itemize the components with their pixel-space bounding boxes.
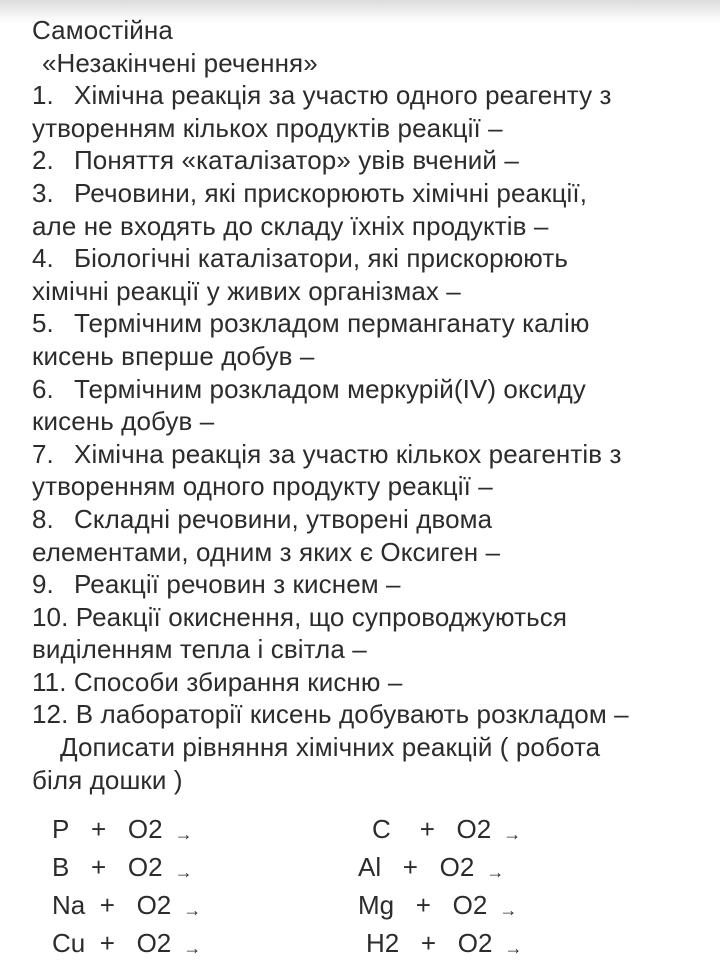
reactant: Al: [358, 852, 382, 882]
reactant: B: [52, 852, 70, 882]
item-number: 4.: [32, 243, 54, 274]
oxygen: O2: [136, 890, 172, 920]
arrow-icon: →: [183, 900, 202, 920]
item-line: Термічним розкладом меркурій(IV) оксиду: [74, 373, 586, 404]
item-number: 7.: [32, 438, 54, 469]
item-continuation: утворенням кількох продуктів реакції –: [32, 112, 503, 143]
reactant: Na: [52, 890, 86, 920]
item-text: [74, 503, 492, 536]
equation-na-o2: [52, 886, 201, 924]
equation-mg-o2: [358, 886, 517, 924]
item-line: Термічним розкладом перманганату калію: [74, 308, 590, 339]
list-item-10: [32, 601, 712, 634]
item-number: 2.: [32, 145, 54, 176]
equation-al-o2: [358, 848, 504, 886]
item-text: [74, 144, 519, 177]
plus-sign: +: [99, 890, 115, 920]
plus-sign: +: [415, 890, 431, 920]
list-item-7: [32, 438, 712, 471]
item-line: Способи збирання кисню –: [73, 666, 403, 697]
arrow-icon: →: [174, 824, 193, 844]
arrow-icon: →: [174, 862, 193, 882]
oxygen: O2: [452, 890, 488, 920]
plus-sign: +: [402, 852, 418, 882]
oxygen: O2: [439, 852, 475, 882]
document-body: [32, 14, 712, 796]
reactant: C: [372, 814, 391, 844]
item-number: 3.: [32, 177, 54, 208]
plus-sign: +: [99, 928, 115, 958]
arrow-icon: →: [183, 938, 202, 958]
equation-p-o2: [52, 810, 193, 848]
title-heading: Самостійна: [32, 15, 173, 45]
item-number: 5.: [32, 308, 54, 339]
item-line: Біологічні каталізатори, які прискорюють: [74, 243, 568, 274]
list-item-8: [32, 503, 712, 536]
item-number: 8.: [32, 503, 54, 534]
oxygen: O2: [127, 852, 163, 882]
arrow-icon: →: [503, 824, 522, 844]
plus-sign: +: [420, 928, 437, 958]
list-item-11: [32, 666, 712, 699]
equation-c-o2: [372, 810, 521, 848]
reactant: H2: [366, 928, 400, 958]
item-number: 11.: [32, 666, 67, 697]
item-continuation: виділенням тепла і світла –: [32, 634, 367, 665]
plus-sign: +: [91, 814, 107, 844]
item-continuation: елементами, одним з яких є Оксиген –: [32, 536, 501, 567]
task-instruction-continuation: біля дошки ): [32, 764, 183, 795]
list-item-1: [32, 79, 712, 112]
arrow-icon: →: [504, 938, 523, 958]
oxygen: O2: [456, 814, 492, 844]
item-text: [74, 438, 622, 471]
oxygen: O2: [457, 928, 493, 958]
equation-b-o2: [52, 848, 193, 886]
oxygen: O2: [136, 928, 172, 958]
item-text: [74, 177, 587, 210]
item-number: 9.: [32, 569, 54, 600]
equation-h2-o2: [366, 924, 522, 962]
item-continuation: кисень добув –: [32, 406, 215, 437]
list-item-2: [32, 144, 712, 177]
arrow-icon: →: [499, 900, 518, 920]
list-item-6: [32, 373, 712, 406]
list-item-4: [32, 242, 712, 275]
item-number: 6.: [32, 373, 54, 404]
subtitle: «Незакінчені речення»: [42, 47, 318, 78]
item-line: Реакції окиснення, що супроводжуються: [75, 601, 568, 632]
item-line: Хімічна реакція за участю кількох реагентів з: [74, 438, 622, 469]
item-continuation: але не входять до складу їхніх продуктів –: [32, 210, 549, 241]
item-line: Складні речовини, утворені двома: [74, 503, 493, 534]
item-number: 12.: [32, 699, 69, 730]
oxygen: O2: [127, 814, 163, 844]
arrow-icon: →: [486, 862, 505, 882]
plus-sign: +: [91, 852, 107, 882]
equation-cu-o2: [52, 924, 201, 962]
reactant: Mg: [358, 890, 395, 920]
reactant: P: [52, 814, 70, 844]
item-line: В лабораторії кисень добувають розкладом –: [75, 699, 629, 730]
reactant: Cu: [52, 928, 86, 958]
item-continuation: хімічні реакції у живих організмах –: [32, 275, 461, 306]
list-item-3: [32, 177, 712, 210]
plus-sign: +: [419, 814, 435, 844]
item-number: 10.: [32, 601, 69, 632]
item-text: [74, 568, 401, 601]
item-text: [74, 307, 589, 340]
list-item-12: [32, 698, 712, 731]
task-instruction: Дописати рівняння хімічних реакцій ( робота: [60, 732, 601, 763]
item-text: [74, 373, 586, 406]
item-line: Поняття «каталізатор» увів вчений –: [74, 145, 519, 176]
item-continuation: кисень вперше добув –: [32, 340, 315, 371]
item-continuation: утворенням одного продукту реакції –: [32, 471, 493, 502]
item-number: 1.: [32, 80, 54, 111]
item-line: Реакції речовин з киснем –: [74, 569, 401, 600]
item-text: [74, 79, 612, 112]
item-line: Речовини, які прискорюють хімічні реакції,: [74, 177, 588, 208]
item-line: Хімічна реакція за участю одного реагенту з: [74, 80, 612, 111]
list-item-9: [32, 568, 712, 601]
list-item-5: [32, 307, 712, 340]
item-text: [74, 242, 568, 275]
